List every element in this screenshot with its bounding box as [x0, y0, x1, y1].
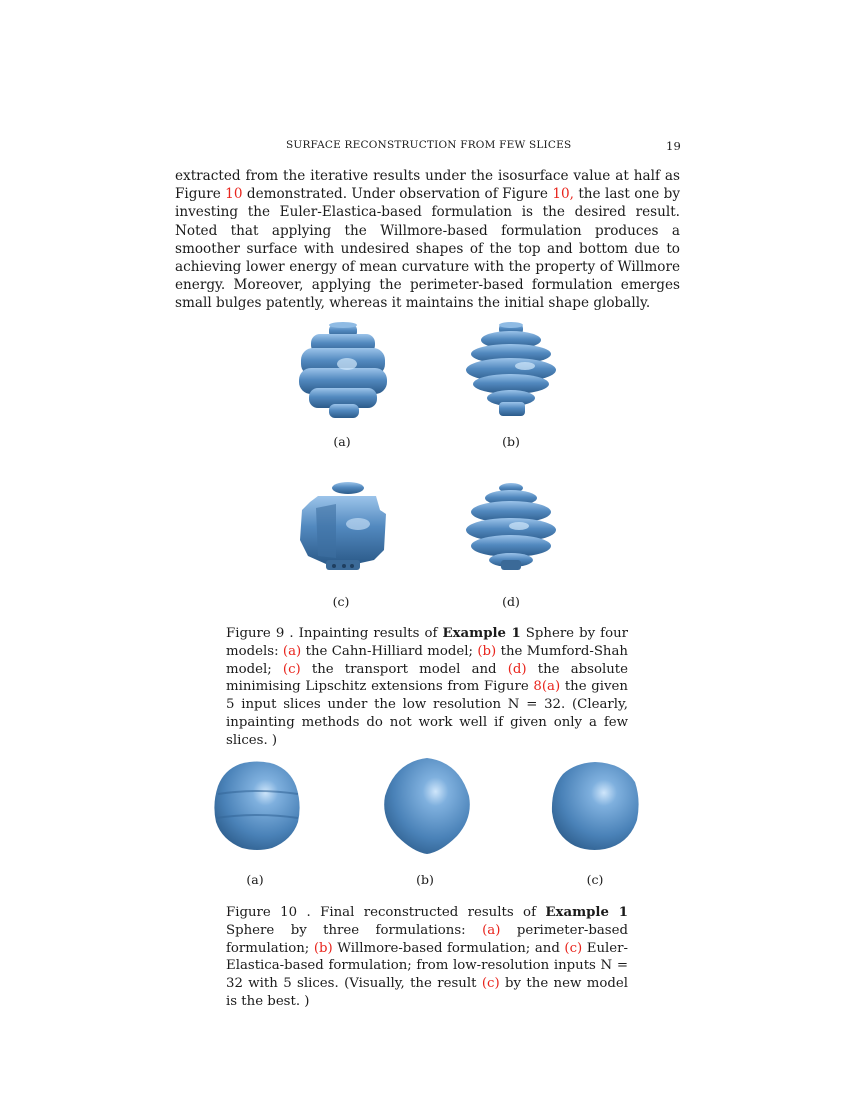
- running-title: SURFACE RECONSTRUCTION FROM FEW SLICES: [286, 139, 572, 151]
- figure10-sublabel-a: (a): [246, 872, 264, 887]
- figure-ref-link[interactable]: (c): [282, 661, 301, 677]
- figure10-sublabel-c: (c): [586, 872, 604, 887]
- figure9-image-b: [465, 322, 557, 422]
- figure10-image-a: [210, 760, 304, 852]
- figure9-caption: Figure 9 . Inpainting results of Example 1 Sphere by four models: (a) the Cahn-Hilliard model; (b) the Mumford-Shah model; (c) the transport model and (d) the absolute minimising Lipschitz extensions from Figure 8(a) the given 5 input slices under the low resolution N = 32. (Clearly, inpainting methods do not work well if given only a few slices. ): [226, 626, 629, 748]
- figure9-image-c: [296, 480, 390, 574]
- figure-ref-link[interactable]: 10,: [552, 186, 574, 203]
- figure9-sublabel-d: (d): [502, 594, 520, 609]
- figure10-sublabel-b: (b): [416, 872, 434, 887]
- figure-ref-link[interactable]: (d): [507, 661, 527, 677]
- figure9-sublabel-c: (c): [332, 594, 350, 609]
- figure-ref-link[interactable]: (c): [564, 940, 583, 956]
- figure10-image-c: [549, 760, 641, 852]
- figure-ref-link[interactable]: (b): [313, 940, 333, 956]
- figure9-sublabel-a: (a): [333, 434, 351, 449]
- figure-ref-link[interactable]: (a): [282, 643, 302, 659]
- figure9-image-a: [297, 322, 389, 422]
- figure9-sublabel-b: (b): [502, 434, 520, 449]
- figure-ref-link[interactable]: (c): [481, 976, 500, 992]
- figure-ref-link[interactable]: (a): [482, 922, 501, 938]
- figure-ref-link[interactable]: (b): [477, 643, 497, 659]
- page-number: 19: [665, 139, 681, 153]
- figure10-caption: Figure 10 . Final reconstructed results of Example 1 Sphere by three formulations: (a) perimeter-based formulation; (b) Willmore-based formulation; and (c) Euler-Elastica-based formulation; from low-resolution inputs N = 32 with 5 slices. (Visually, the result (c) by the new model is the best. ): [226, 905, 629, 1009]
- figure9-image-d: [465, 480, 557, 574]
- figure-ref-link[interactable]: 10: [225, 186, 243, 203]
- figure-ref-link[interactable]: 8(a): [533, 679, 561, 695]
- figure10-image-b: [381, 756, 473, 856]
- body-paragraph: extracted from the iterative results under the isosurface value at half as Figure 10 demonstrated. Under observation of Figure 10, the last one by investing the Euler-Elastica-based formulation is the desired result. Noted that applying the Willmore-based formulation produces a smoother surface with undesired shapes of the top and bottom due to achieving lower energy of mean curvature with the property of Willmore energy. Moreover, applying the perimeter-based formulation emerges small bulges patently, whereas it maintains the initial shape globally.: [175, 168, 681, 312]
